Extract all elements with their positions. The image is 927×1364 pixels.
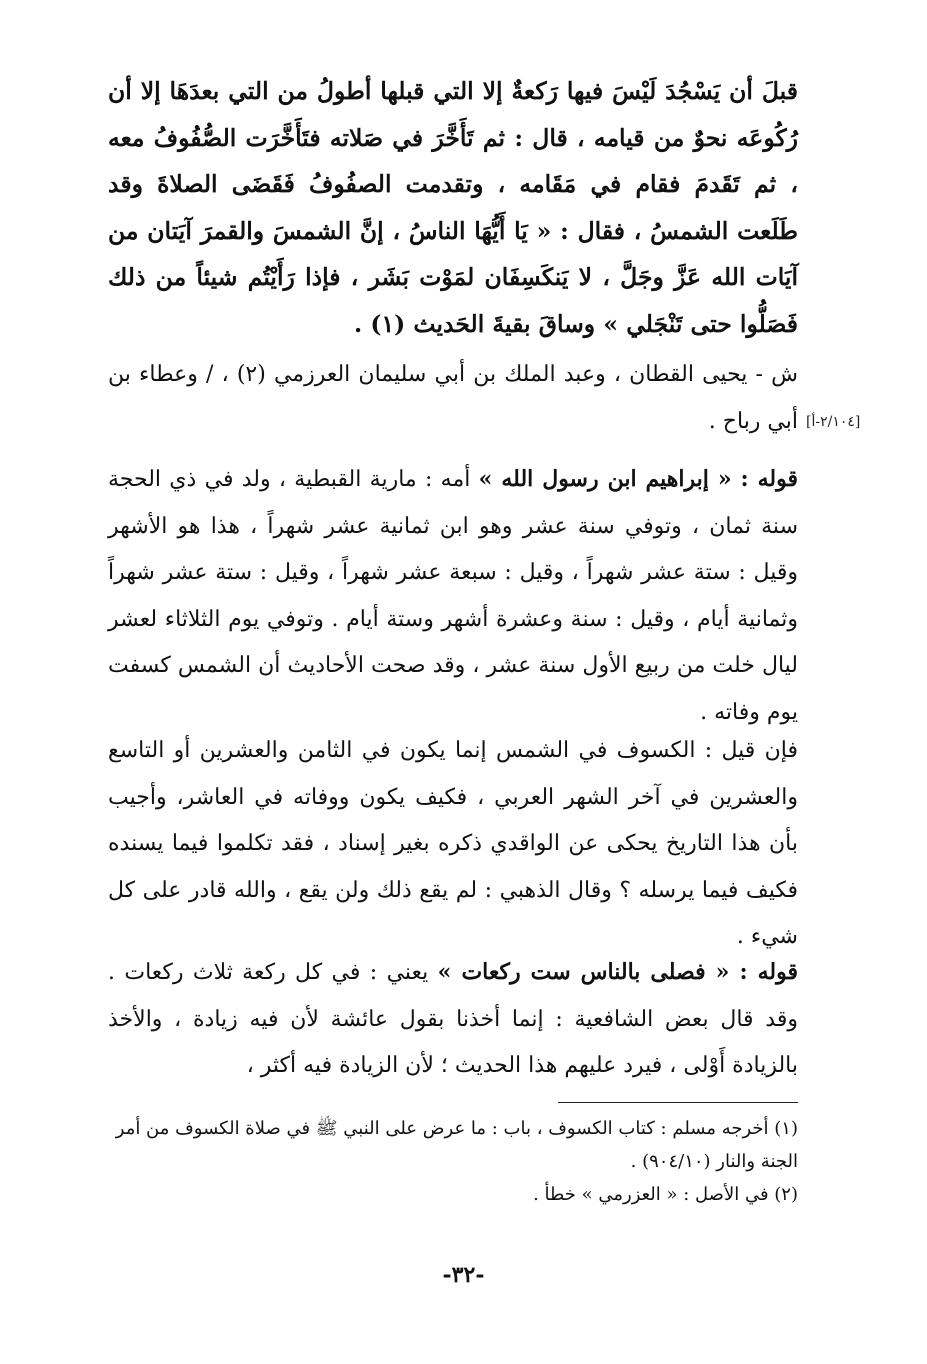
footnote-separator xyxy=(558,1102,798,1103)
commentary-paragraph-six-rakaat xyxy=(108,949,798,1090)
page-number: -٣٢- xyxy=(442,1262,485,1288)
paragraph-body: يعني : في كل ركعة ثلاث ركعات . وقد قال بعض الشافعية : إنما أخذنا بقول عائشة لأن فيه زيادة ، والأخذ بالزيادة أَوْلى ، فيرد عليهم هذا الحديث ؛ لأن الزيادة فيه أكثر ، xyxy=(108,960,798,1078)
footnotes xyxy=(108,1112,798,1211)
footnote-1: (١) أخرجه مسلم : كتاب الكسوف ، باب : ما عرض على النبي ﷺ في صلاة الكسوف من أمر الجنة والنار (٩٠٤/١٠) . xyxy=(115,1118,798,1172)
footnote-2: (٢) في الأصل : « العزرمي » خطأ . xyxy=(533,1184,798,1205)
paragraph-lead-quote: قوله : « إبراهيم ابن رسول الله » xyxy=(478,466,798,492)
paragraph-lead-quote: قوله : « فصلى بالناس ست ركعات » xyxy=(437,959,798,985)
manuscript-folio-reference: [٢/١٠٤-أ] xyxy=(806,414,861,430)
paragraph-body: أمه : مارية القبطية ، ولد في ذي الحجة سنة ثمان ، وتوفي سنة عشر وهو ابن ثمانية عشر شهراً ، هذا هو الأشهر وقيل : ستة عشر شهراً ، وقيل : سبعة عشر شهراً ، وقيل : ستة عشر شهراً وثمانية أيام ، وقيل : سنة وعشرة أشهر وستة أيام . وتوفي يوم الثلاثاء لعشر ليال خلت من ربيع الأول سنة عشر ، وقد صحت الأحاديث أن الشمس كسفت يوم وفاته . xyxy=(108,467,798,725)
hadith-text-block: قبلَ أن يَسْجُدَ لَيْسَ فيها رَكعةٌ إلا التي قبلها أطولُ من التي بعدَهَا إلا أن رُكُوعَه نحوٌ من قيامه ، قال : ثم تَأَخَّرَ في صَلاته فتَأَخَّرَت الصُّفُوفُ معه ، ثم تَقَدمَ فقام في مَقَامه ، وتقدمت الصفُوفُ فَقَضَى الصلاةَ وقد طَلَعت الشمسُ ، فقال : « يَا أَيُّهَا الناسُ ، إنَّ الشمسَ والقمرَ آيَتان من آيَات الله عَزَّ وجَلَّ ، لا يَنكَسِفَان لمَوْت بَشَر ، فإذا رَأَيْتُم شيئاً من ذلك فَصَلُّوا حتى تَنْجَلي » وساقَ بقيةَ الحَديث (١) . xyxy=(108,77,798,338)
commentary-paragraph-ibrahim xyxy=(108,456,798,736)
sharh-narrators-block: ش - يحيى القطان ، وعبد الملك بن أبي سليمان العرزمي (٢) ، / وعطاء بن أبي رباح . xyxy=(108,362,798,434)
commentary-paragraph-eclipse-date: فإن قيل : الكسوف في الشمس إنما يكون في الثامن والعشرين أو التاسع والعشرين في آخر الشهر العربي ، فكيف يكون ووفاته في العاشر، وأجيب بأن هذا التاريخ يحكى عن الواقدي ذكره بغير إسناد ، فقد تكلموا فيما يسنده فكيف فيما يرسله ؟ وقال الذهبي : لم يقع ذلك ولن يقع ، والله قادر على كل شيء . xyxy=(108,738,798,949)
